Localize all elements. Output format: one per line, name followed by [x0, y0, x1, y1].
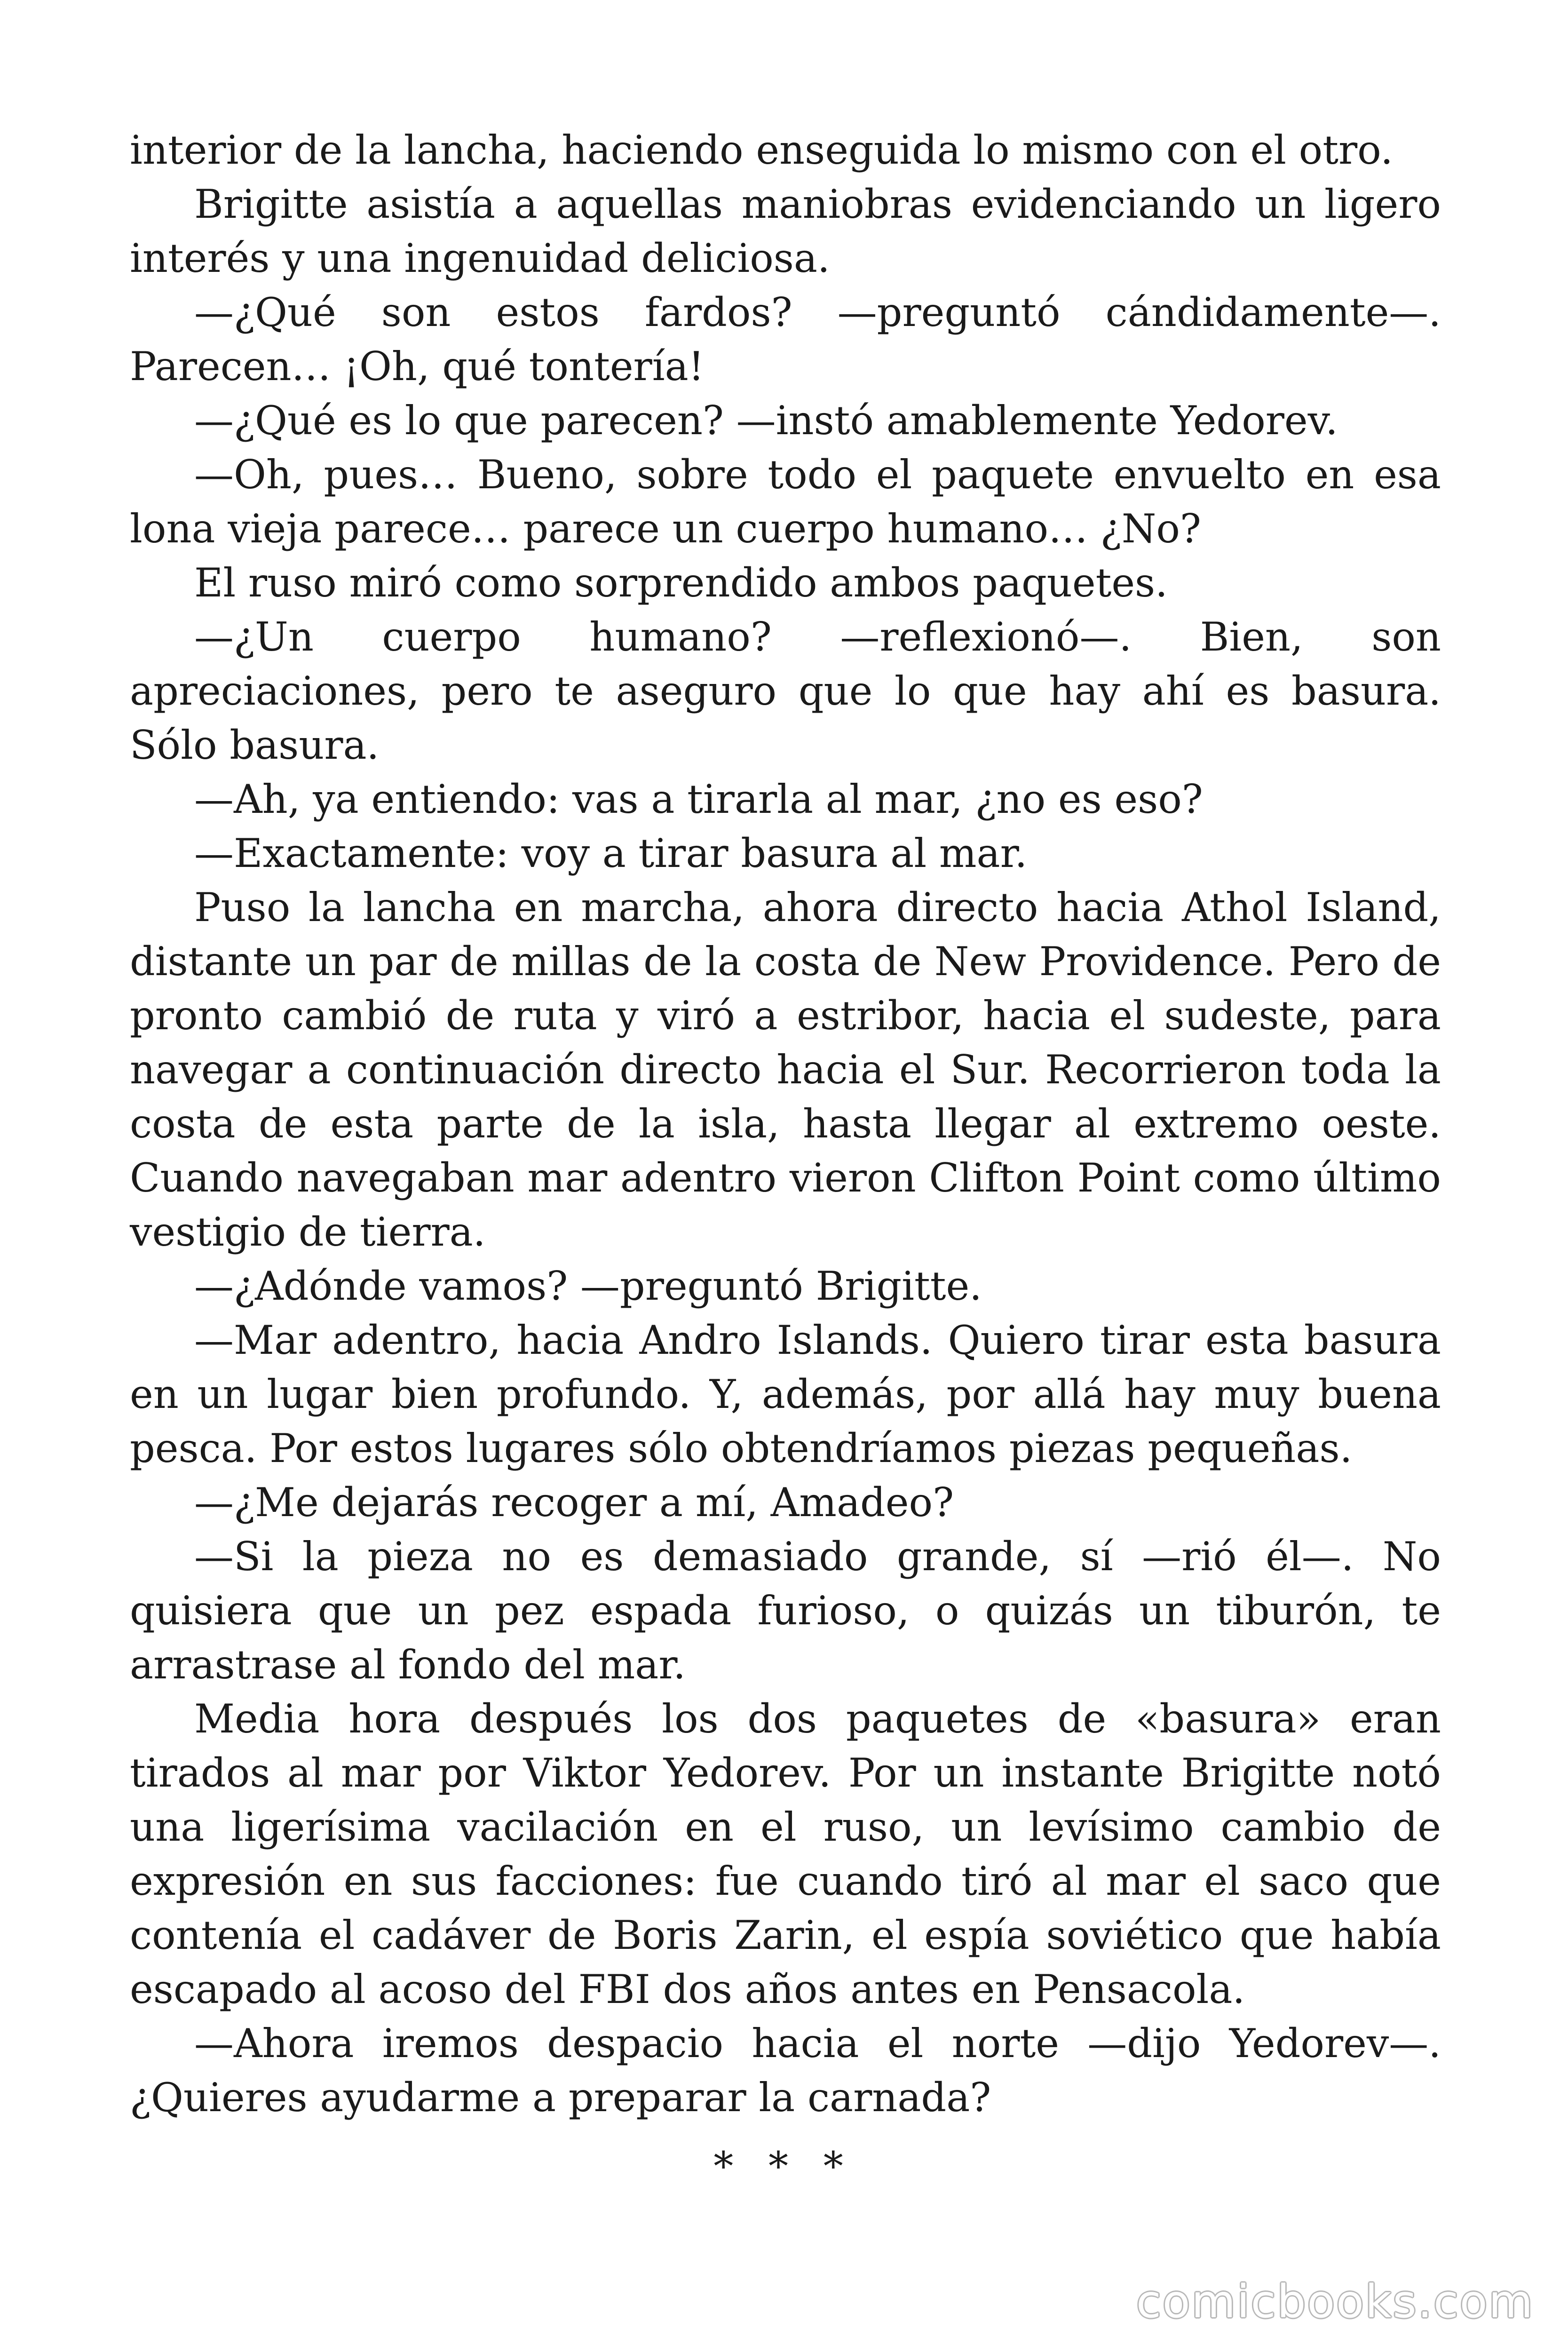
paragraph: —Si la pieza no es demasiado grande, sí —rió él—. No quisiera que un pez espada furioso, o quizás un tiburón, te arrastrase al fondo del mar. [130, 1534, 1441, 1688]
paragraph: —¿Un cuerpo humano? —reflexionó—. Bien, son apreciaciones, pero te aseguro que lo que hay ahí es basura. Sólo basura. [130, 614, 1441, 768]
paragraph: Media hora después los dos paquetes de «basura» eran tirados al mar por Viktor Yedorev. Por un instante Brigitte notó una ligerísima vacilación en el ruso, un levísimo cambio de expresión en sus facciones: fue cuando tiró al mar el saco que contenía el cadáver de Boris Zarin, el espía soviético que había escapado al acoso del FBI dos años antes en Pensacola. [130, 1696, 1441, 2012]
paragraph: —Mar adentro, hacia Andro Islands. Quiero tirar esta basura en un lugar bien profundo. Y, además, por allá hay muy buena pesca. Por estos lugares sólo obtendríamos piezas pequeñas. [130, 1317, 1441, 1471]
paragraph: —Ah, ya entiendo: vas a tirarla al mar, ¿no es eso? [194, 776, 1203, 822]
body-text [130, 123, 1441, 2125]
paragraph: —¿Me dejarás recoger a mí, Amadeo? [194, 1479, 954, 1526]
section-separator: * * * [713, 2143, 855, 2189]
paragraph: interior de la lancha, haciendo enseguida lo mismo con el otro. [130, 127, 1393, 173]
paragraph: —Ahora iremos despacio hacia el norte —dijo Yedorev—. ¿Quieres ayudarme a preparar la carnada? [130, 2020, 1441, 2121]
paragraph: —Exactamente: voy a tirar basura al mar. [194, 830, 1028, 876]
paragraph: —¿Adónde vamos? —preguntó Brigitte. [194, 1263, 982, 1309]
paragraph: Brigitte asistía a aquellas maniobras evidenciando un ligero interés y una ingenuidad deliciosa. [130, 181, 1441, 281]
paragraph: —¿Qué son estos fardos? —preguntó cándidamente—. Parecen… ¡Oh, qué tontería! [130, 289, 1441, 389]
paragraph: Puso la lancha en marcha, ahora directo hacia Athol Island, distante un par de millas de la costa de New Providence. Pero de pronto cambió de ruta y viró a estribor, hacia el sudeste, para navegar a continuación directo hacia el Sur. Recorrieron toda la costa de esta parte de la isla, hasta llegar al extremo oeste. Cuando navegaban mar adentro vieron Clifton Point como último vestigio de tierra. [130, 884, 1441, 1255]
paragraph: —Oh, pues… Bueno, sobre todo el paquete envuelto en esa lona vieja parece… parece un cuerpo humano… ¿No? [130, 452, 1441, 552]
paragraph: —¿Qué es lo que parecen? —instó amablemente Yedorev. [194, 397, 1338, 444]
paragraph: El ruso miró como sorprendido ambos paquetes. [194, 560, 1168, 606]
watermark: comicbooks.com [1136, 2275, 1534, 2328]
